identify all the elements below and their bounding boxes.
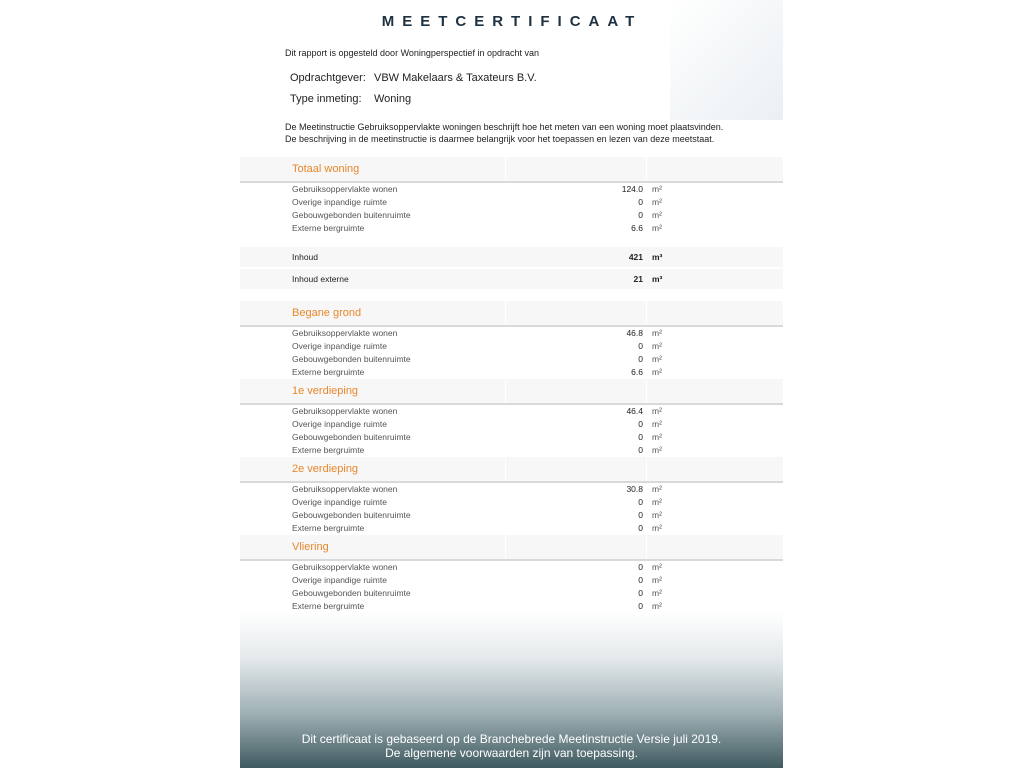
section-heading: Vliering bbox=[292, 541, 329, 553]
volume-row bbox=[240, 247, 783, 267]
row-unit: m² bbox=[652, 588, 662, 598]
row-value: 0 bbox=[638, 197, 643, 207]
footer-text bbox=[240, 732, 783, 760]
row-label: Overige inpandige ruimte bbox=[292, 197, 387, 207]
table-row bbox=[240, 196, 783, 209]
table-row bbox=[240, 444, 783, 457]
total-section bbox=[240, 157, 783, 291]
row-value: 0 bbox=[638, 497, 643, 507]
row-value: 6.6 bbox=[631, 367, 643, 377]
row-label: Gebruiksoppervlakte wonen bbox=[292, 406, 398, 416]
table-row bbox=[240, 561, 783, 574]
table-row bbox=[240, 183, 783, 196]
measurement-type-label: Type inmeting: bbox=[290, 93, 362, 105]
floors-section bbox=[240, 301, 783, 613]
row-value: 0 bbox=[638, 341, 643, 351]
footer-band bbox=[240, 612, 783, 768]
row-value: 124.0 bbox=[621, 184, 643, 194]
row-label: Gebouwgebonden buitenruimte bbox=[292, 510, 411, 520]
row-value: 30.8 bbox=[626, 484, 643, 494]
row-unit: m² bbox=[652, 328, 662, 338]
volume-value: 421 bbox=[628, 252, 643, 262]
row-value: 0 bbox=[638, 562, 643, 572]
description-line: De Meetinstructie Gebruiksoppervlakte woningen beschrijft hoe het meten van een woning moet plaatsvinden. bbox=[285, 122, 724, 132]
row-value: 6.6 bbox=[631, 223, 643, 233]
table-row bbox=[240, 418, 783, 431]
row-unit: m² bbox=[652, 184, 662, 194]
row-label: Gebruiksoppervlakte wonen bbox=[292, 484, 398, 494]
table-row bbox=[240, 574, 783, 587]
table-row bbox=[240, 340, 783, 353]
volume-unit: m³ bbox=[652, 252, 663, 262]
footer-line: Dit certificaat is gebaseerd op de Branchebrede Meetinstructie Versie juli 2019. bbox=[301, 732, 722, 746]
section-heading: Begane grond bbox=[292, 307, 362, 319]
measurement-type-value: Woning bbox=[374, 93, 412, 105]
row-label: Gebruiksoppervlakte wonen bbox=[292, 562, 398, 572]
row-label: Gebouwgebonden buitenruimte bbox=[292, 588, 411, 598]
row-unit: m² bbox=[652, 575, 662, 585]
row-label: Overige inpandige ruimte bbox=[292, 341, 387, 351]
table-row bbox=[240, 366, 783, 379]
row-label: Gebouwgebonden buitenruimte bbox=[292, 354, 411, 364]
table-row bbox=[240, 483, 783, 496]
row-unit: m² bbox=[652, 562, 662, 572]
table-row bbox=[240, 496, 783, 509]
row-label: Overige inpandige ruimte bbox=[292, 419, 387, 429]
row-unit: m² bbox=[652, 210, 662, 220]
description-line: De beschrijving in de meetinstructie is daarmee belangrijk voor het toepassen en lezen van deze meetstaat. bbox=[285, 134, 715, 144]
row-unit: m² bbox=[652, 341, 662, 351]
row-unit: m² bbox=[652, 445, 662, 455]
row-value: 0 bbox=[638, 575, 643, 585]
floor-heading-band bbox=[240, 379, 783, 405]
row-unit: m² bbox=[652, 432, 662, 442]
footer-line: De algemene voorwaarden zijn van toepassing. bbox=[385, 746, 638, 760]
row-unit: m² bbox=[652, 484, 662, 494]
row-label: Externe bergruimte bbox=[292, 367, 365, 377]
row-unit: m² bbox=[652, 510, 662, 520]
row-value: 0 bbox=[638, 601, 643, 611]
table-row bbox=[240, 209, 783, 222]
row-value: 0 bbox=[638, 588, 643, 598]
row-unit: m² bbox=[652, 523, 662, 533]
external-volume-row bbox=[240, 269, 783, 289]
table-row bbox=[240, 431, 783, 444]
row-label: Overige inpandige ruimte bbox=[292, 497, 387, 507]
floor-heading-band bbox=[240, 301, 783, 327]
row-value: 46.8 bbox=[626, 328, 643, 338]
row-unit: m² bbox=[652, 354, 662, 364]
row-label: Overige inpandige ruimte bbox=[292, 575, 387, 585]
row-value: 46.4 bbox=[626, 406, 643, 416]
document-title: MEETCERTIFICAAT bbox=[381, 13, 643, 30]
intro-text: Dit rapport is opgesteld door Woningperspectief in opdracht van bbox=[285, 48, 539, 58]
section-heading: 2e verdieping bbox=[292, 463, 359, 475]
measurement-type-row bbox=[290, 93, 411, 105]
row-value: 0 bbox=[638, 354, 643, 364]
table-row bbox=[240, 353, 783, 366]
row-label: Externe bergruimte bbox=[292, 523, 365, 533]
table-row bbox=[240, 405, 783, 418]
row-unit: m² bbox=[652, 197, 662, 207]
volume-unit: m³ bbox=[652, 274, 663, 284]
section-heading: 1e verdieping bbox=[292, 385, 359, 397]
table-row bbox=[240, 522, 783, 535]
row-unit: m² bbox=[652, 419, 662, 429]
row-value: 0 bbox=[638, 445, 643, 455]
row-label: Externe bergruimte bbox=[292, 223, 365, 233]
row-label: Gebruiksoppervlakte wonen bbox=[292, 184, 398, 194]
description bbox=[285, 121, 723, 145]
table-row bbox=[240, 327, 783, 340]
row-unit: m² bbox=[652, 406, 662, 416]
row-value: 0 bbox=[638, 523, 643, 533]
volume-label: Inhoud bbox=[292, 252, 318, 262]
row-label: Externe bergruimte bbox=[292, 445, 365, 455]
client-value: VBW Makelaars & Taxateurs B.V. bbox=[374, 72, 537, 84]
row-unit: m² bbox=[652, 223, 662, 233]
row-unit: m² bbox=[652, 601, 662, 611]
client-row bbox=[290, 72, 537, 84]
table-row bbox=[240, 587, 783, 600]
row-label: Gebouwgebonden buitenruimte bbox=[292, 432, 411, 442]
row-unit: m² bbox=[652, 497, 662, 507]
table-row bbox=[240, 222, 783, 235]
row-value: 0 bbox=[638, 419, 643, 429]
row-value: 0 bbox=[638, 510, 643, 520]
row-label: Gebruiksoppervlakte wonen bbox=[292, 328, 398, 338]
total-heading-band bbox=[240, 157, 783, 183]
section-heading: Totaal woning bbox=[292, 163, 360, 175]
table-row bbox=[240, 509, 783, 522]
row-value: 0 bbox=[638, 210, 643, 220]
volume-label: Inhoud externe bbox=[292, 274, 349, 284]
floor-heading-band bbox=[240, 535, 783, 561]
row-unit: m² bbox=[652, 367, 662, 377]
row-label: Gebouwgebonden buitenruimte bbox=[292, 210, 411, 220]
volume-value: 21 bbox=[633, 274, 643, 284]
row-label: Externe bergruimte bbox=[292, 601, 365, 611]
client-label: Opdrachtgever: bbox=[290, 72, 366, 84]
floor-heading-band bbox=[240, 457, 783, 483]
row-value: 0 bbox=[638, 432, 643, 442]
